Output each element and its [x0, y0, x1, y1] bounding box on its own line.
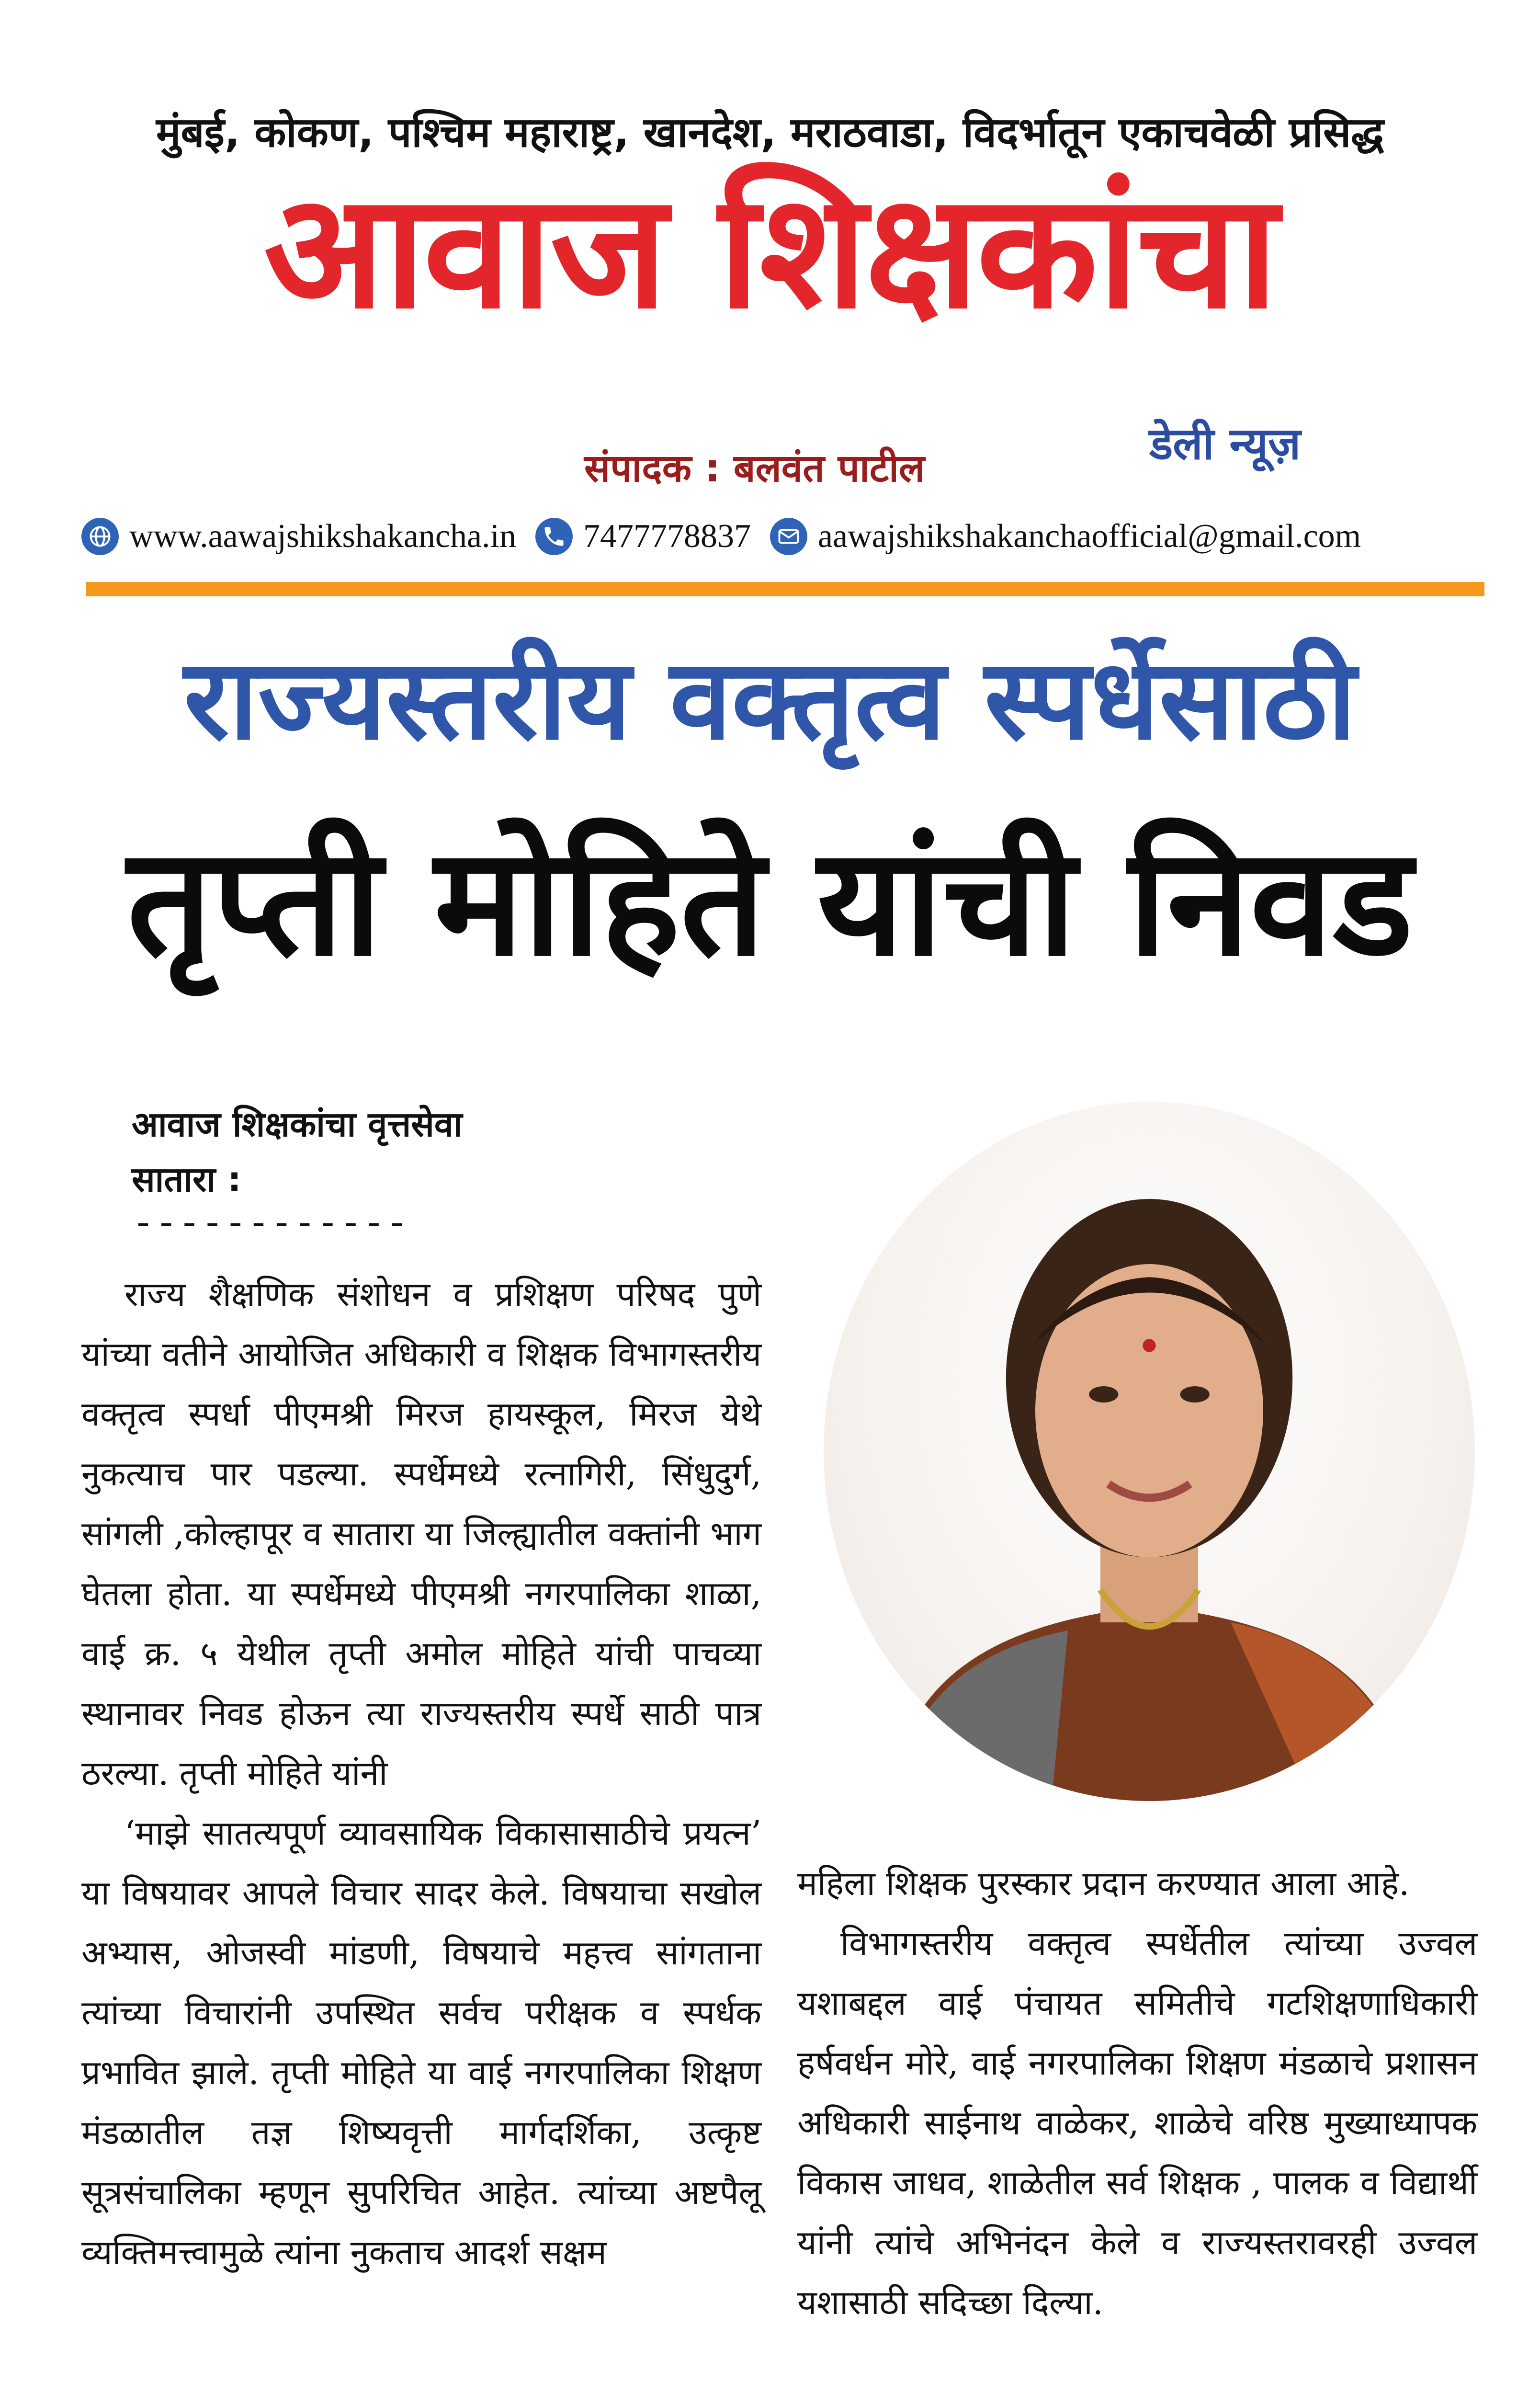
email-text: aawajshikshakanchaofficial@gmail.com: [817, 518, 1361, 555]
website-text: www.aawajshikshakancha.in: [129, 518, 516, 555]
phone-contact[interactable]: [535, 517, 751, 556]
headline-line-2: तृप्ती मोहिते यांची निवड: [127, 815, 1413, 989]
phone-text: 7477778837: [583, 518, 751, 555]
byline-separator: ------------: [132, 1200, 408, 1244]
editor-line: संपादक : बलवंत पाटील: [584, 446, 925, 490]
byline-place: सातारा :: [132, 1159, 241, 1199]
article-column-left: [81, 1265, 761, 2282]
headline-line-1: राज्यस्तरीय वक्तृत्व स्पर्धेसाठी: [183, 635, 1357, 764]
header-divider: [86, 582, 1484, 596]
article-paragraph: राज्य शैक्षणिक संशोधन व प्रशिक्षण परिषद पुणे यांच्या वतीने आयोजित अधिकारी व शिक्षक विभागस्तरीय वक्तृत्व स्पर्धा पीएमश्री मिरज हायस्कूल, मिरज येथे नुकत्याच पार पडल्या. स्पर्धेमध्ये रत्नागिरी, सिंधुदुर्ग, सांगली ,कोल्हापूर व सातारा या जिल्ह्यातील वक्तांनी भाग घेतला होता. या स्पर्धेमध्ये पीएमश्री नगरपालिका शाळा, वाई क्र. ५ येथील तृप्ती अमोल मोहिते यांची पाचव्या स्थानावर निवड होऊन त्या राज्यस्तरीय स्पर्धे साठी पात्र ठरल्या. तृप्ती मोहिते यांनी: [81, 1275, 761, 1793]
article-column-right: [797, 1854, 1477, 2333]
portrait-photo: [824, 1102, 1475, 1801]
byline: [132, 1097, 463, 1207]
tagline: मुंबई, कोकण, पश्चिम महाराष्ट्र, खानदेश, मराठवाडा, विदर्भातून एकाचवेळी प्रसिद्ध: [156, 109, 1384, 157]
article-paragraph: ‘माझे सातत्यपूर्ण व्यावसायिक विकासासाठीचे प्रयत्न’ या विषयावर आपले विचार सादर केले. विषयाचा सखोल अभ्यास, ओजस्वी मांडणी, विषयाचे महत्त्व सांगताना त्यांच्या विचारांनी उपस्थित सर्वच परीक्षक व स्पर्धक प्रभावित झाले. तृप्ती मोहिते या वाई नगरपालिका शिक्षण मंडळातील तज्ञ शिष्यवृत्ती मार्गदर्शिका, उत्कृष्ट सूत्रसंचालिका म्हणून सुपरिचित आहेत. त्यांच्या अष्टपैलू व्यक्तिमत्त्वामुळे त्यांना नुकताच आदर्श सक्षम: [81, 1813, 761, 2272]
masthead-title: आवाज शिक्षकांचा: [263, 160, 1277, 343]
article-paragraph: विभागस्तरीय वक्तृत्व स्पर्धेतील त्यांच्या उज्वल यशाबद्दल वाई पंचायत समितीचे गटशिक्षणाधिकारी हर्षवर्धन मोरे, वाई नगरपालिका शिक्षण मंडळाचे प्रशासन अधिकारी साईनाथ वाळेकर, शाळेचे वरिष्ठ मुख्याध्यापक विकास जाधव, शाळेतील सर्व शिक्षक , पालक व विद्यार्थी यांनी त्यांचे अभिनंदन केले व राज्यस्तरावरही उज्वल यशासाठी सदिच्छा दिल्या.: [797, 1924, 1477, 2322]
byline-source: आवाज शिक्षकांचा वृत्तसेवा: [132, 1104, 463, 1144]
phone-icon: [535, 518, 573, 555]
daily-news-label: डेली न्यूज़: [1149, 418, 1301, 469]
article-paragraph: महिला शिक्षक पुरस्कार प्रदान करण्यात आला आहे.: [797, 1864, 1410, 1903]
email-contact[interactable]: [770, 517, 1361, 556]
globe-icon: [81, 518, 119, 555]
mail-icon: [770, 518, 807, 555]
website-contact[interactable]: [81, 517, 516, 556]
contact-row: [81, 510, 1470, 563]
